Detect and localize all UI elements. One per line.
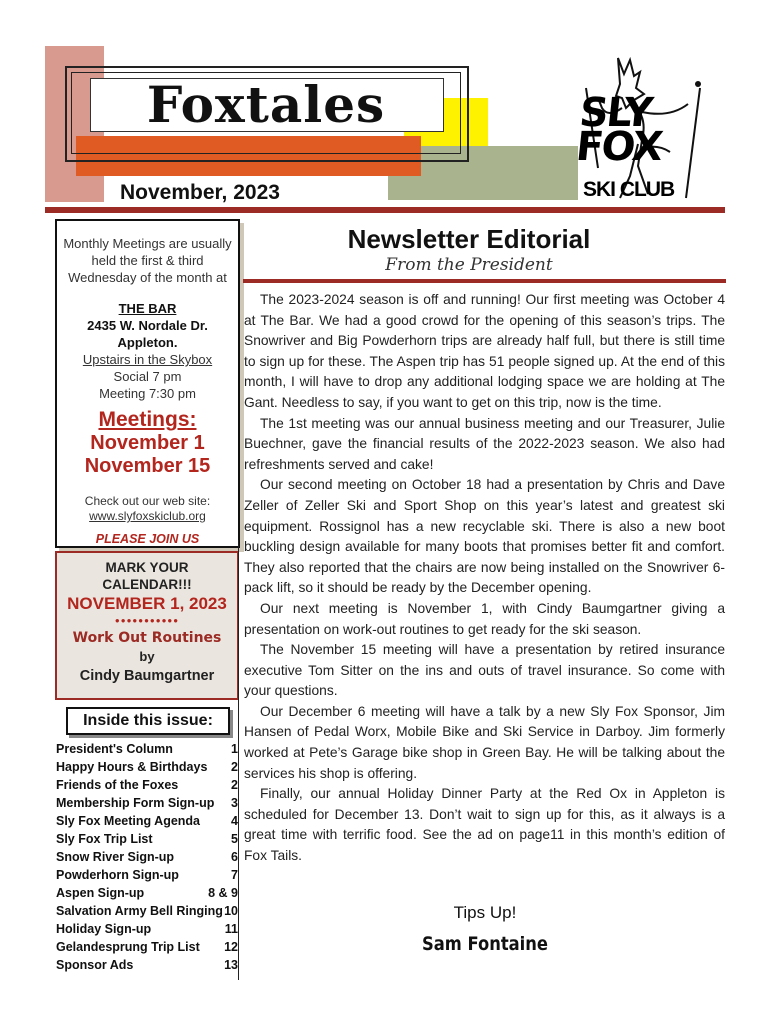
toc-label: Aspen Sign-up bbox=[56, 886, 145, 900]
toc-label: Sly Fox Trip List bbox=[56, 832, 153, 846]
mark-calendar-box bbox=[55, 551, 239, 700]
toc-item[interactable] bbox=[56, 776, 238, 794]
signature-name: Sam Fontaine bbox=[421, 933, 549, 955]
toc-label: Salvation Army Bell Ringing bbox=[56, 904, 223, 918]
toc-label: Powderhorn Sign-up bbox=[56, 868, 179, 882]
venue-address-line2: Appleton. bbox=[117, 335, 178, 350]
toc-item[interactable] bbox=[56, 758, 238, 776]
editorial-body bbox=[244, 290, 725, 867]
toc-item[interactable] bbox=[56, 902, 238, 920]
toc-item[interactable] bbox=[56, 884, 238, 902]
calendar-presenter: Cindy Baumgartner bbox=[79, 668, 215, 684]
join-message: PLEASE JOIN US bbox=[95, 532, 200, 546]
toc-label: Sly Fox Meeting Agenda bbox=[56, 814, 201, 828]
venue-address-line1: 2435 W. Nordale Dr. bbox=[87, 318, 208, 333]
editorial-paragraph: Our December 6 meeting will have a talk by a new Sly Fox Sponsor, Jim Hansen of Pedal Worx, Mobile Bike and Ski Service in Darboy. Jim formerly worked at Pete’s Garage bike shop in Green Bay. He will be talking about the services his shop is offering. bbox=[244, 703, 725, 781]
toc-page: 2 bbox=[231, 760, 238, 774]
editorial-rule bbox=[243, 279, 726, 283]
calendar-heading: MARK YOUR CALENDAR!!! bbox=[102, 560, 192, 592]
toc-page: 4 bbox=[231, 814, 238, 828]
toc-label: President's Column bbox=[56, 742, 173, 756]
toc-page: 6 bbox=[231, 850, 238, 864]
editorial-paragraph: The 2023-2024 season is off and running! Our first meeting was October 4 at The Bar. We had a good crowd for the opening of this season’s trips. The Snowriver and Big Powderhorn trips are already half full, but there is still time to sign up for these. The Aspen trip has 51 people signed up. At the end of this month, I will have to drop any additional lodging space we are holding at The Gant. Needless to say, if you want to get on this trip, now is the time. bbox=[244, 292, 725, 410]
toc-label: Friends of the Foxes bbox=[56, 778, 179, 792]
toc-page: 5 bbox=[231, 832, 238, 846]
toc-item[interactable] bbox=[56, 938, 238, 956]
toc-label: Holiday Sign-up bbox=[56, 922, 152, 936]
newsletter-title: Foxtales bbox=[146, 75, 386, 134]
website-prompt: Check out our web site: bbox=[84, 494, 211, 508]
calendar-date: NOVEMBER 1, 2023 bbox=[67, 594, 227, 613]
editorial-paragraph: The 1st meeting was our annual business meeting and our Treasurer, Julie Buechner, gave the financial results of the 2022-2023 season. We also had refreshments served and cake! bbox=[244, 415, 725, 472]
toc-page: 3 bbox=[231, 796, 238, 810]
toc-page: 13 bbox=[224, 958, 238, 972]
editorial-paragraph: Our second meeting on October 18 had a presentation by Chris and Dave Zeller of Zeller Ski and Sport Shop on this year’s latest and greatest ski equipment. Rossignol has a new recyclable ski. There is also a new boot buckling design available for many boots that promises better fit and comfort. They also reported that the chairs are now being installed on the Snowriver 6-pack lift, so it should be ready by the December opening. bbox=[244, 477, 725, 596]
toc-page: 7 bbox=[231, 868, 238, 882]
toc-item[interactable] bbox=[56, 848, 238, 866]
toc-item[interactable] bbox=[56, 920, 238, 938]
meeting-date-1: November 1 bbox=[90, 432, 205, 454]
toc-page: 2 bbox=[231, 778, 238, 792]
table-of-contents bbox=[56, 740, 238, 974]
social-time: Social 7 pm bbox=[113, 369, 182, 384]
toc-page: 8 & 9 bbox=[208, 886, 238, 900]
toc-item[interactable] bbox=[56, 740, 238, 758]
toc-item[interactable] bbox=[56, 812, 238, 830]
logo-word-fox: FOX bbox=[573, 124, 664, 170]
meeting-venue: THE BAR bbox=[118, 301, 177, 316]
toc-label: Snow River Sign-up bbox=[56, 850, 175, 864]
venue-location-note: Upstairs in the Skybox bbox=[82, 352, 213, 367]
column-divider bbox=[238, 540, 239, 980]
toc-item[interactable] bbox=[56, 794, 238, 812]
toc-item[interactable] bbox=[56, 956, 238, 974]
toc-label: Gelandesprung Trip List bbox=[56, 940, 200, 954]
editorial-subtitle: From the President bbox=[385, 255, 553, 275]
toc-item[interactable] bbox=[56, 866, 238, 884]
toc-page: 10 bbox=[224, 904, 238, 918]
contents-title: Inside this issue: bbox=[66, 707, 230, 735]
issue-date: November, 2023 bbox=[120, 181, 280, 204]
calendar-by: by bbox=[139, 649, 155, 664]
website-link[interactable]: www.slyfoxskiclub.org bbox=[89, 509, 206, 523]
calendar-event: Work Out Routines bbox=[72, 630, 222, 646]
toc-item[interactable] bbox=[56, 830, 238, 848]
editorial-paragraph: The November 15 meeting will have a presentation by retired insurance executive Tom Sitter on the ins and outs of travel insurance. So come with your questions. bbox=[244, 642, 725, 699]
toc-page: 12 bbox=[224, 940, 238, 954]
toc-page: 11 bbox=[224, 922, 238, 936]
toc-page: 1 bbox=[231, 742, 238, 756]
calendar-dots: ●●●●●●●●●●● bbox=[114, 616, 180, 625]
meeting-time: Meeting 7:30 pm bbox=[99, 386, 196, 401]
meetings-heading: Meetings: bbox=[98, 408, 197, 431]
logo-word-sly: SLY bbox=[577, 90, 654, 136]
toc-label: Happy Hours & Birthdays bbox=[56, 760, 208, 774]
logo-wordmark bbox=[573, 90, 671, 170]
editorial-title: Newsletter Editorial bbox=[347, 224, 591, 254]
closing-line: Tips Up! bbox=[453, 903, 517, 922]
toc-label: Sponsor Ads bbox=[56, 958, 134, 972]
meetings-intro: Monthly Meetings are usually held the first & third Wednesday of the month at bbox=[63, 236, 232, 285]
editorial-paragraph: Our next meeting is November 1, with Cindy Baumgartner giving a presentation on work-out routines to get ready for the ski season. bbox=[244, 600, 725, 637]
logo-ski-club: SKI CLUB bbox=[583, 178, 675, 201]
editorial-paragraph: Finally, our annual Holiday Dinner Party at the Red Ox in Appleton is scheduled for December 13. Don’t wait to sign up for this, as it always is a great time with terrific food. See the ad on page11 in this month’s edition of Fox Tails. bbox=[244, 786, 725, 864]
toc-label: Membership Form Sign-up bbox=[56, 796, 215, 810]
meeting-date-2: November 15 bbox=[84, 455, 211, 477]
meetings-info-box bbox=[55, 219, 240, 548]
